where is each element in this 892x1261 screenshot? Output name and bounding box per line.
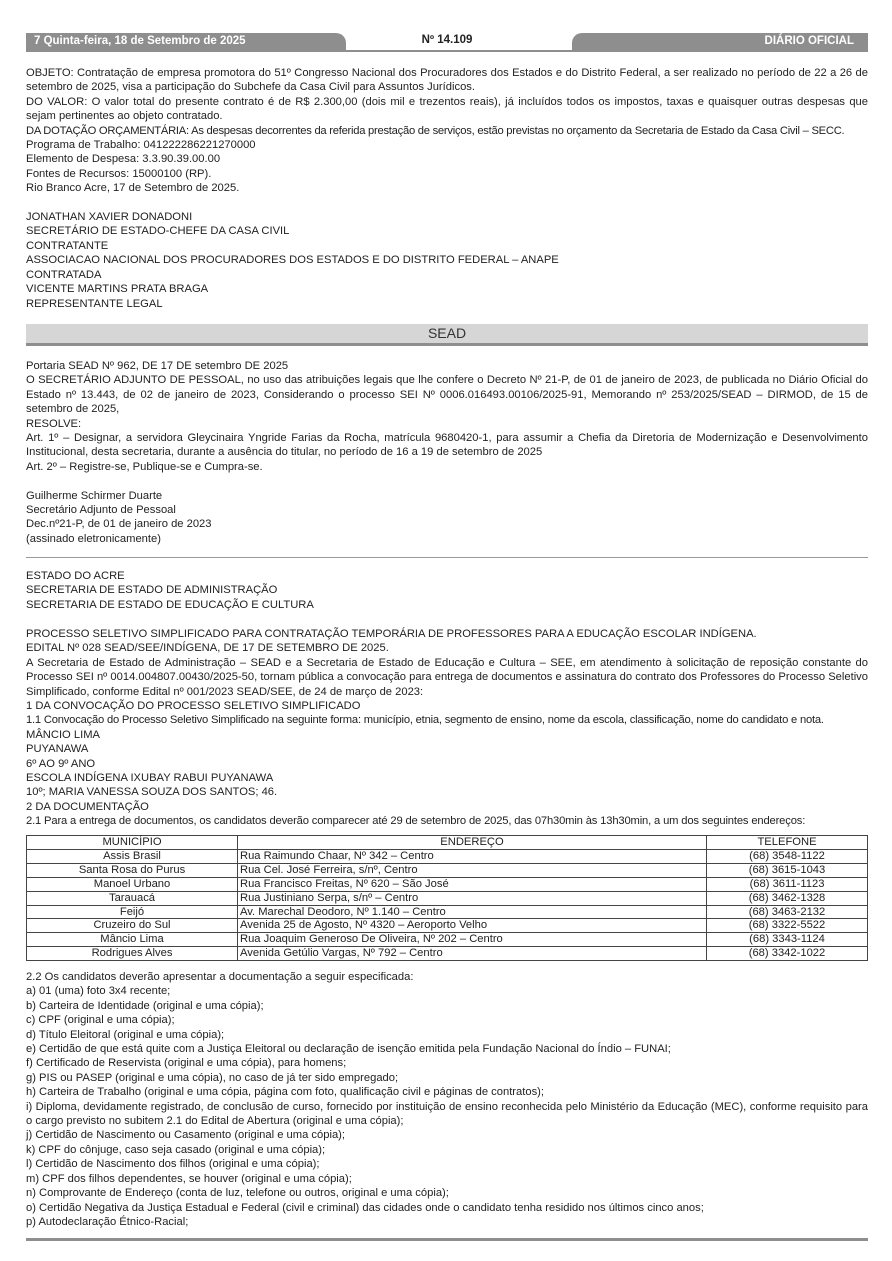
section-1-title: 1 DA CONVOCAÇÃO DO PROCESSO SELETIVO SIMPLIFICADO [26, 700, 361, 713]
list-item: g) PIS ou PASEP (original e uma cópia), no caso de já ter sido empregado; [26, 1071, 399, 1084]
list-item: b) Carteira de Identidade (original e uma cópia); [26, 999, 264, 1012]
address-table [26, 835, 868, 961]
cell-phone: (68) 3462-1328 [707, 891, 868, 905]
list-item: m) CPF dos filhos dependentes, se houver (original e uma cópia); [26, 1172, 352, 1185]
candidate-school: ESCOLA INDÍGENA IXUBAY RABUI PUYANAWA [26, 772, 274, 785]
portaria-signer-decree: Dec.nº21-P, de 01 de janeiro de 2023 [26, 518, 212, 531]
page-footer-rule [26, 1238, 868, 1241]
list-item: d) Título Eleitoral (original e uma cópia); [26, 1028, 225, 1041]
list-item: k) CPF do cônjuge, caso seja casado (original e uma cópia); [26, 1143, 326, 1156]
cell-municipality: Mâncio Lima [27, 933, 238, 947]
representative-role: REPRESENTANTE LEGAL [26, 297, 163, 310]
cell-municipality: Manoel Urbano [27, 877, 238, 891]
cell-address: Rua Joaquim Generoso De Oliveira, Nº 202 – Centro [238, 933, 707, 947]
section-2-2: 2.2 Os candidatos deverão apresentar a documentação a seguir especificada: [26, 971, 414, 983]
cell-municipality: Assis Brasil [27, 849, 238, 863]
list-item: o) Certidão Negativa da Justiça Estadual e Federal (civil e criminal) das cidades onde o candidato tenha residido nos últimos cinco anos; [26, 1201, 704, 1214]
cell-municipality: Cruzeiro do Sul [27, 919, 238, 933]
contract-program: Programa de Trabalho: 04122228622127000​0 [26, 139, 256, 152]
page-header [26, 32, 868, 52]
table-row [27, 905, 868, 919]
contract-element: Elemento de Despesa: 3.3.90.39.00.00 [26, 153, 221, 166]
contracted-name: ASSOCIACAO NACIONAL DOS PROCURADORES DOS ESTADOS E DO DISTRITO FEDERAL – ANAPE [26, 254, 559, 267]
list-item: j) Certidão de Nascimento ou Casamento (original e uma cópia); [26, 1129, 345, 1142]
cell-phone: (68) 3342-1022 [707, 947, 868, 961]
representative-name: VICENTE MARTINS PRATA BRAGA [26, 283, 209, 296]
edital-intro: A Secretaria de Estado de Administração – SEAD e a Secretaria de Estado de Educação e Cultura – SEE, em atendimento à solicitação de reposição constante do Processo SEI nº 0014.004807.00430/2025-50, tornam pública a convocação para entrega de documentos e assinatura do contrato dos Professores do Processo Seletivo Simplificado, conforme Edital nº 001/2023 SEAD/SEE, de 24 de março de 2023: [26, 656, 868, 698]
section-divider [26, 557, 868, 558]
contract-extract [26, 66, 868, 311]
table-row [27, 891, 868, 905]
table-row [27, 947, 868, 961]
candidate-ethnicity: PUYANAWA [26, 743, 89, 756]
contract-value: DO VALOR: O valor total do presente contrato é de R$ 2.300,00 (dois mil e trezentos reais), já incluídos todos os impostos, taxas e quaisquer outras despesas que sejam pertinentes ao objeto contratado. [26, 95, 868, 123]
section-1-1: 1.1 Convocação do Processo Seletivo Simplificado na seguinte forma: município, etnia, segmento de ensino, nome da escola, classificação, nome do candidato e nota. [26, 714, 824, 727]
cell-address: Rua Cel. José Ferreira, s/nº, Centro [238, 863, 707, 877]
signer-role: CONTRATANTE [26, 239, 109, 252]
cell-phone: (68) 3463-2132 [707, 905, 868, 919]
portaria-signature-note: (assinado eletronicamente) [26, 532, 161, 545]
portaria-signer-name: Guilherme Schirmer Duarte [26, 489, 163, 502]
secretariat-education: SECRETARIA DE ESTADO DE EDUCAÇÃO E CULTURA [26, 598, 314, 611]
portaria-article-2: Art. 2º – Registre-se, Publique-se e Cumpra-se. [26, 460, 263, 473]
candidate-municipality: MÂNCIO LIMA [26, 728, 100, 741]
list-item: a) 01 (uma) foto 3x4 recente; [26, 985, 171, 998]
column-header-municipality: MUNICÍPIO [27, 836, 238, 850]
table-header-row [27, 836, 868, 850]
list-item: h) Carteira de Trabalho (original e uma cópia, página com foto, qualificação civil e páginas de contratos); [26, 1086, 545, 1099]
contract-budget: DA DOTAÇÃO ORÇAMENTÁRIA: As despesas decorrentes da referida prestação de serviços, estão previstas no orçamento da Secretaria de Estado da Casa Civil – SECC. [26, 124, 845, 137]
candidate-segment: 6º AO 9º ANO [26, 757, 96, 770]
section-2-1: 2.1 Para a entrega de documentos, os candidatos deverão comparecer até 29 de setembro de 2025, das 07h30min às 13h30min, a um dos seguintes endereços: [26, 815, 806, 828]
portaria-article-1: Art. 1º – Designar, a servidora Gleycinaira Yngride Farias da Rocha, matrícula 9680420-1, para assumir a Chefia da Diretoria de Modernização e Desenvolvimento Institucional, desta secretaria, durante a ausência do titular, no período de 16 a 19 de setembro de 2025 [26, 432, 868, 459]
list-item: p) Autodeclaração Étnico-Racial; [26, 1215, 189, 1228]
header-edition-number: Nº 14.109 [421, 34, 473, 46]
cell-municipality: Tarauacá [27, 891, 238, 905]
header-publication-name: DIÁRIO OFICIAL [572, 33, 868, 50]
cell-phone: (68) 3615-1043 [707, 863, 868, 877]
edital-process-title: PROCESSO SELETIVO SIMPLIFICADO PARA CONTRATAÇÃO TEMPORÁRIA DE PROFESSORES PARA A EDUCAÇÃO ESCOLAR INDÍGENA. [26, 628, 757, 640]
column-header-address: ENDEREÇO [238, 836, 707, 850]
list-item: i) Diploma, devidamente registrado, de conclusão de curso, fornecido por instituição de ensino reconhecida pelo Ministério da Educação (MEC), conforme requisito para o cargo previsto no subitem 2.1 do Edital de Abertura (original e uma cópia); [26, 1100, 868, 1128]
candidate-entry: 10º; MARIA VANESSA SOUZA DOS SANTOS; 46. [26, 786, 278, 799]
contract-sources: Fontes de Recursos: 15000100 (RP). [26, 167, 212, 180]
contract-place-date: Rio Branco Acre, 17 de Setembro de 2025. [26, 182, 240, 195]
cell-phone: (68) 3322-5522 [707, 919, 868, 933]
table-row [27, 863, 868, 877]
table-row [27, 849, 868, 863]
documentation-list [26, 970, 868, 1229]
secretariat-admin: SECRETARIA DE ESTADO DE ADMINISTRAÇÃO [26, 584, 278, 597]
portaria-resolve: RESOLVE: [26, 417, 82, 430]
table-row [27, 933, 868, 947]
cell-phone: (68) 3611-1123 [707, 877, 868, 891]
cell-municipality: Santa Rosa do Purus [27, 863, 238, 877]
cell-address: Avenida 25 de Agosto, Nº 4320 – Aeroporto Velho [238, 919, 707, 933]
list-item: c) CPF (original e uma cópia); [26, 1014, 175, 1027]
cell-address: Rua Francisco Freitas, Nº 620 – São José [238, 877, 707, 891]
cell-phone: (68) 3343-1124 [707, 933, 868, 947]
cell-municipality: Rodrigues Alves [27, 947, 238, 961]
portaria-title: Portaria SEAD Nº 962, DE 17 DE setembro DE 2025 [26, 360, 289, 372]
cell-address: Rua Raimundo Chaar, Nº 342 – Centro [238, 849, 707, 863]
header-rule [26, 50, 868, 52]
contract-object: OBJETO: Contratação de empresa promotora do 51º Congresso Nacional dos Procuradores dos Estados e do Distrito Federal, a ser realizado no período de 22 a 26 de setembro de 2025, visa a participação do Subchefe da Casa Civil para Assuntos Jurídicos. [26, 67, 868, 94]
signer-name: JONATHAN XAVIER DONADONI [26, 211, 193, 224]
table-row [27, 877, 868, 891]
contracted-role: CONTRATADA [26, 268, 102, 281]
list-item: n) Comprovante de Endereço (conta de luz, telefone ou outros, original e uma cópia); [26, 1187, 449, 1200]
edital-heading [26, 569, 868, 612]
header-date: 7 Quinta-feira, 18 de Setembro de 2025 [26, 33, 322, 50]
list-item: f) Certificado de Reservista (original e uma cópia), para homens; [26, 1057, 347, 1070]
cell-address: Av. Marechal Deodoro, Nº 1.140 – Centro [238, 905, 707, 919]
cell-phone: (68) 3548-1122 [707, 849, 868, 863]
cell-address: Avenida Getúlio Vargas, Nº 792 – Centro [238, 947, 707, 961]
edital-body [26, 627, 868, 829]
edital-number: EDITAL Nº 028 SEAD/SEE/INDÍGENA, DE 17 DE SETEMBRO DE 2025. [26, 642, 389, 655]
list-item: e) Certidão de que está quite com a Justiça Eleitoral ou declaração de isenção emitida pela Fundação Nacional do Índio – FUNAI; [26, 1043, 671, 1056]
portaria-preamble: O SECRETÁRIO ADJUNTO DE PESSOAL, no uso das atribuições legais que lhe confere o Decreto Nº 21-P, de 01 de janeiro de 2023, de publicada no Diário Oficial do Estado nº 13.443, de 02 de janeiro de 2023, Considerando o processo SEI Nº 0006.016493.00106/2025-91, Memorando nº 253/2025/SEAD – DIRMOD, de 15 de setembro de 2025, [26, 374, 868, 416]
sead-portaria [26, 359, 868, 546]
signer-title: SECRETÁRIO DE ESTADO-CHEFE DA CASA CIVIL [26, 225, 290, 238]
column-header-phone: TELEFONE [707, 836, 868, 850]
cell-address: Rua Justiniano Serpa, s/nº – Centro [238, 891, 707, 905]
state-name: ESTADO DO ACRE [26, 570, 125, 582]
list-item: l) Certidão de Nascimento dos filhos (original e uma cópia); [26, 1158, 320, 1171]
section-bar-sead: SEAD [26, 324, 868, 346]
portaria-signer-title: Secretário Adjunto de Pessoal [26, 504, 176, 517]
section-2-title: 2 DA DOCUMENTAÇÃO [26, 800, 149, 813]
cell-municipality: Feijó [27, 905, 238, 919]
table-row [27, 919, 868, 933]
